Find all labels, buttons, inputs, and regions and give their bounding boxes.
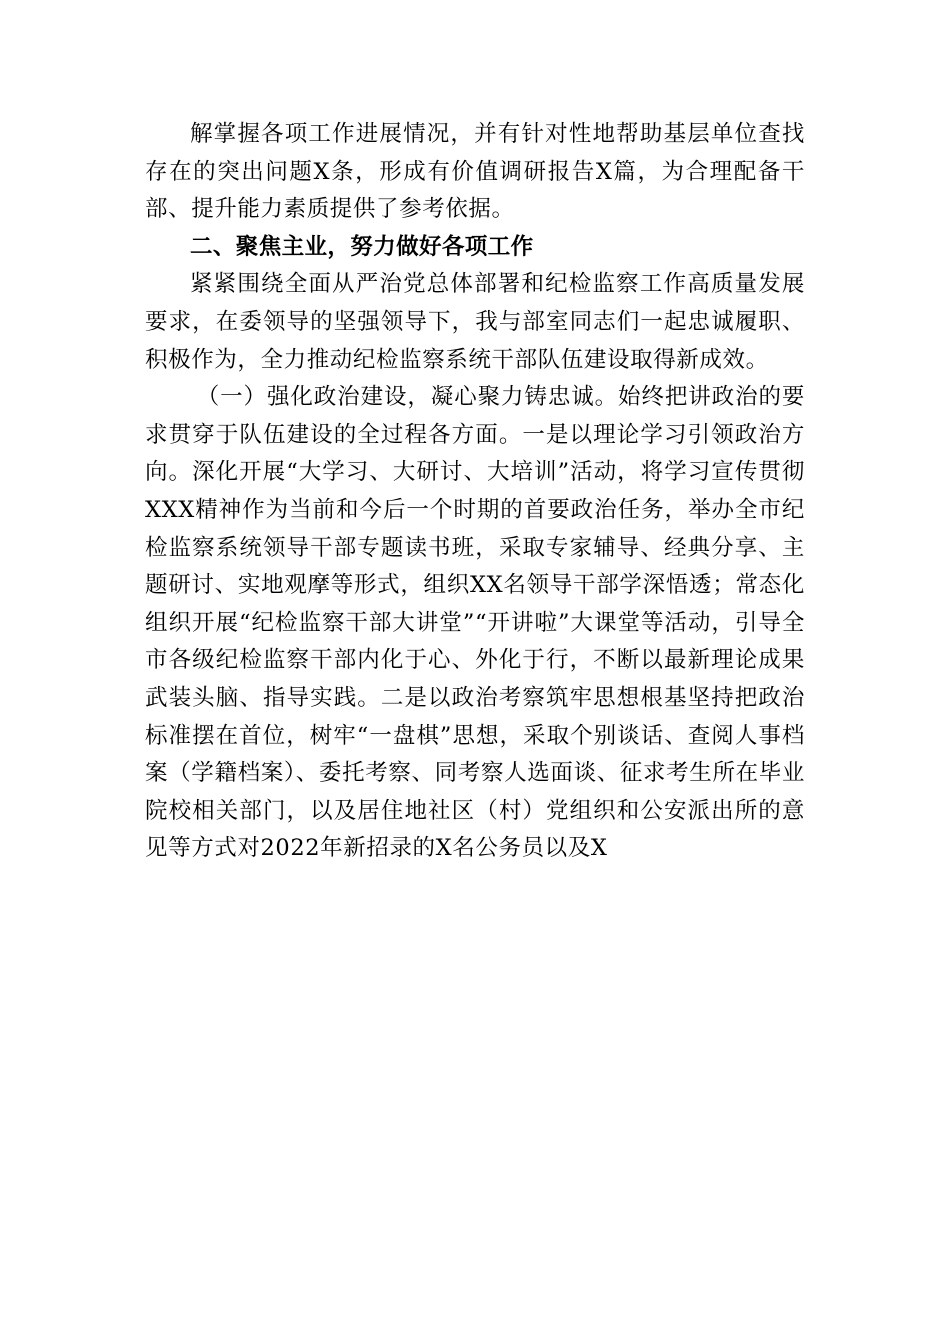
document-body: [145, 116, 805, 868]
paragraph-political-building: （一）强化政治建设，凝心聚力铸忠诚。始终把讲政治的要求贯穿于队伍建设的全过程各方面。一是以理论学习引领政治方向。深化开展“大学习、大研讨、大培训”活动，将学习宣传贯彻XXX精神作为当前和今后一个时期的首要政治任务，举办全市纪检监察系统领导干部专题读书班，采取专家辅导、经典分享、主题研讨、实地观摩等形式，组织XX名领导干部学深悟透；常态化组织开展“纪检监察干部大讲堂”“开讲啦”大课堂等活动，引导全市各级纪检监察干部内化于心、外化于行，不断以最新理论成果武装头脑、指导实践。二是以政治考察筑牢思想根基坚持把政治标准摆在首位，树牢“一盘棋”思想，采取个别谈话、查阅人事档案（学籍档案）、委托考察、同考察人选面谈、征求考生所在毕业院校相关部门，以及居住地社区（村）党组织和公安派出所的意见等方式对2022年新招录的X名公务员以及X: [145, 384, 805, 862]
paragraph-intro-continuation: 解掌握各项工作进展情况，并有针对性地帮助基层单位查找存在的突出问题X条，形成有价值调研报告X篇，为合理配备干部、提升能力素质提供了参考依据。: [145, 121, 805, 223]
section-heading: 二、聚焦主业，努力做好各项工作: [190, 233, 534, 260]
paragraph-section-intro: 紧紧围绕全面从严治党总体部署和纪检监察工作高质量发展要求，在委领导的坚强领导下，我与部室同志们一起忠诚履职、积极作为，全力推动纪检监察系统干部队伍建设取得新成效。: [145, 271, 805, 373]
